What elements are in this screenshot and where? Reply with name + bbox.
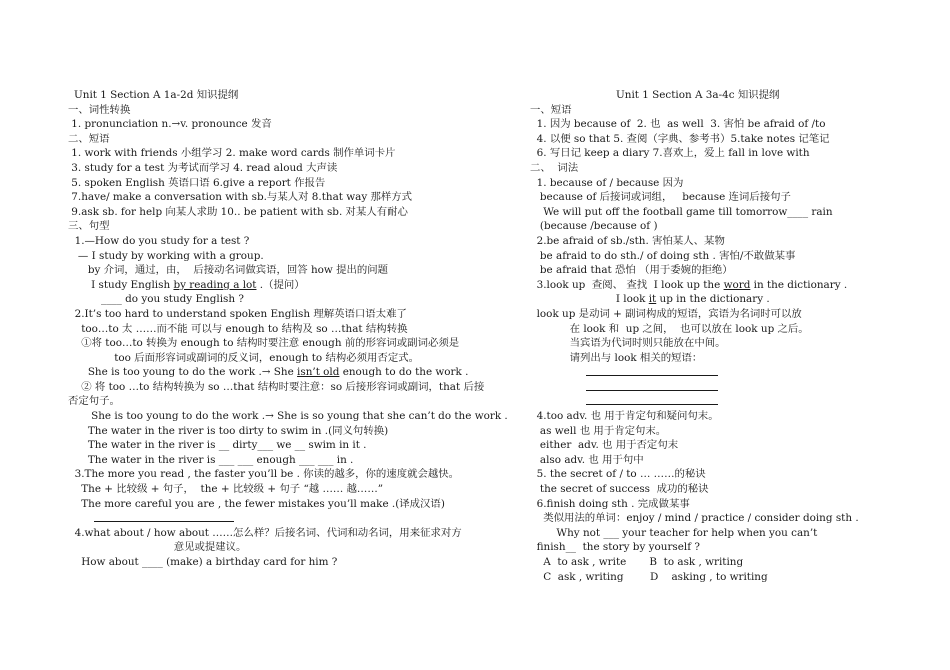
right-line: 6. 写日记 keep a diary 7.喜欢上，爱上 fall in love with (530, 147, 810, 160)
left-line: too 后面形容词或副词的反义词，enough to 结构必须用否定式。 (68, 351, 419, 364)
look-phrase-blank (530, 365, 910, 380)
underlined-phrase: by reading a lot (173, 278, 257, 291)
right-line: 1. 因为 because of 2. 也 as well 3. 害怕 be afraid of /to (530, 118, 826, 131)
right-line: as well 也 用于肯定句末。 (530, 424, 667, 437)
right-line: be afraid to do sth./ of doing sth . 害怕/不敢做某事 (530, 249, 796, 262)
right-line: We will put off the football game till tomorrow____ rain (530, 205, 833, 218)
left-line: 3.The more you read , the faster you’ll be . 你读的越多，你的速度就会越快。 (68, 468, 460, 481)
right-line: 1. because of / because 因为 (530, 176, 684, 189)
left-line: The water in the river is ___ ___ enough ___ ___ in . (68, 453, 354, 466)
left-line: 9.ask sb. for help 向某人求助 10.. be patient with sb. 对某人有耐心 (68, 205, 408, 218)
left-line: 3. study for a test 为考试而学习 4. read aloud 大声读 (68, 161, 338, 174)
right-line-word: 3.look up 查阅、 查找 I look up the word in the dictionary . (530, 278, 848, 291)
left-line: too…to 太 ……而不能 可以与 enough to 结构及 so …that 结构转换 (68, 322, 408, 335)
left-line: How about ____ (make) a birthday card for him ? (68, 556, 338, 568)
right-line: 当宾语为代词时则只能放在中间。 (530, 337, 726, 350)
right-line: 二、 词法 (530, 161, 579, 174)
right-line: 在 look 和 up 之间， 也可以放在 look up 之后。 (530, 322, 809, 335)
right-line: 一、短语 (530, 103, 572, 116)
left-line: 二、短语 (68, 132, 110, 145)
right-line: 类似用法的单词：enjoy / mind / practice / consider doing sth . (530, 512, 859, 525)
right-line: 2.be afraid of sb./sth. 害怕某人、某物 (530, 234, 725, 247)
left-line: She is too young to do the work .→ She is so young that she can’t do the work . (68, 410, 508, 423)
right-line: also adv. 也 用于句中 (530, 453, 644, 466)
underlined-phrase: isn’t old (297, 366, 340, 379)
look-phrase-blank (530, 380, 910, 395)
left-line: 1.—How do you study for a test ? (68, 234, 250, 247)
left-line: ② 将 too …to 结构转换为 so …that 结构时要注意：so 后接形容词或副词，that 后接 (68, 380, 485, 393)
right-line: 6.finish doing sth . 完成做某事 (530, 497, 690, 510)
left-line: 4.what about / how about ……怎么样？后接名词、代词和动名词，用来征求对方 (68, 526, 462, 539)
left-line: 三、句型 (68, 220, 110, 233)
right-title: Unit 1 Section A 3a-4c 知识提纲 (616, 89, 780, 101)
answer-blank-rule (94, 511, 234, 522)
left-line: 2.It’s too hard to understand spoken English 理解英语口语太难了 (68, 307, 407, 320)
right-line: be afraid that 恐怕 （用于委婉的拒绝） (530, 264, 733, 277)
right-line: 4. 以便 so that 5. 查阅（字典、参考书）5.take notes 记笔记 (530, 132, 830, 145)
answer-blank-rule (586, 394, 718, 405)
left-line: 否定句子。 (68, 395, 120, 408)
answer-blank-rule (586, 380, 718, 391)
left-line: ①将 too…to 转换为 enough to 结构时要注意 enough 前的形容词或副词必须是 (68, 337, 460, 350)
left-line: The + 比较级 + 句子， the + 比较级 + 句子 “越 …… 越……” (68, 483, 384, 496)
left-line: The water in the river is __ dirty___ we __ swim in it . (68, 439, 367, 452)
right-line: A to ask , write B to ask , writing (530, 556, 744, 568)
right-line: 5. the secret of / to … ……的秘诀 (530, 468, 706, 481)
underlined-word: word (723, 278, 751, 291)
left-line: 7.have/ make a conversation with sb.与某人对 8.that way 那样方式 (68, 191, 413, 204)
right-line: finish__ the story by yourself ? (530, 541, 700, 554)
left-column (68, 88, 508, 570)
right-line: (because /because of ) (530, 220, 658, 233)
right-line: 请列出与 look 相关的短语： (530, 351, 703, 364)
left-line: 5. spoken English 英语口语 6.give a report 作报告 (68, 176, 326, 189)
answer-blank-rule (586, 365, 718, 376)
right-line: Why not ___ your teacher for help when you can’t (530, 526, 818, 539)
left-line-by-reading: I study English by reading a lot .（提问） (68, 278, 305, 291)
left-line-isnt-old: She is too young to do the work .→ She isn’t old enough to do the work . (68, 366, 469, 379)
right-column (530, 88, 910, 584)
left-line: The water in the river is too dirty to swim in .(同义句转换) (68, 424, 389, 437)
look-phrase-blank (530, 394, 910, 409)
left-line: 1. work with friends 小组学习 2. make word cards 制作单词卡片 (68, 147, 396, 160)
left-line: 一、词性转换 (68, 103, 131, 116)
left-line: — I study by working with a group. (68, 249, 264, 262)
right-line: either adv. 也 用于否定句末 (530, 439, 679, 452)
left-line: ____ do you study English ? (68, 293, 244, 306)
right-line: 4.too adv. 也 用于肯定句和疑问句末。 (530, 410, 719, 423)
left-line: 1. pronunciation n.→v. pronounce 发音 (68, 118, 272, 131)
underlined-word: it (648, 293, 657, 306)
right-line: look up 是动词 + 副词构成的短语，宾语为名词时可以放 (530, 307, 802, 320)
left-line: by 介词，通过，由， 后接动名词做宾语，回答 how 提出的问题 (68, 264, 389, 277)
left-title: Unit 1 Section A 1a-2d 知识提纲 (74, 89, 239, 101)
right-line: C ask , writing D asking , to writing (530, 570, 768, 583)
right-line-it: I look it up in the dictionary . (530, 293, 770, 306)
right-line: because of 后接词或词组， because 连词后接句子 (530, 191, 791, 204)
right-line: the secret of success 成功的秘诀 (530, 483, 709, 496)
left-line: The more careful you are , the fewer mistakes you’ll make .(译成汉语) (68, 497, 445, 510)
left-line: 意见或提建议。 (68, 541, 247, 554)
translation-answer-line (68, 511, 478, 526)
